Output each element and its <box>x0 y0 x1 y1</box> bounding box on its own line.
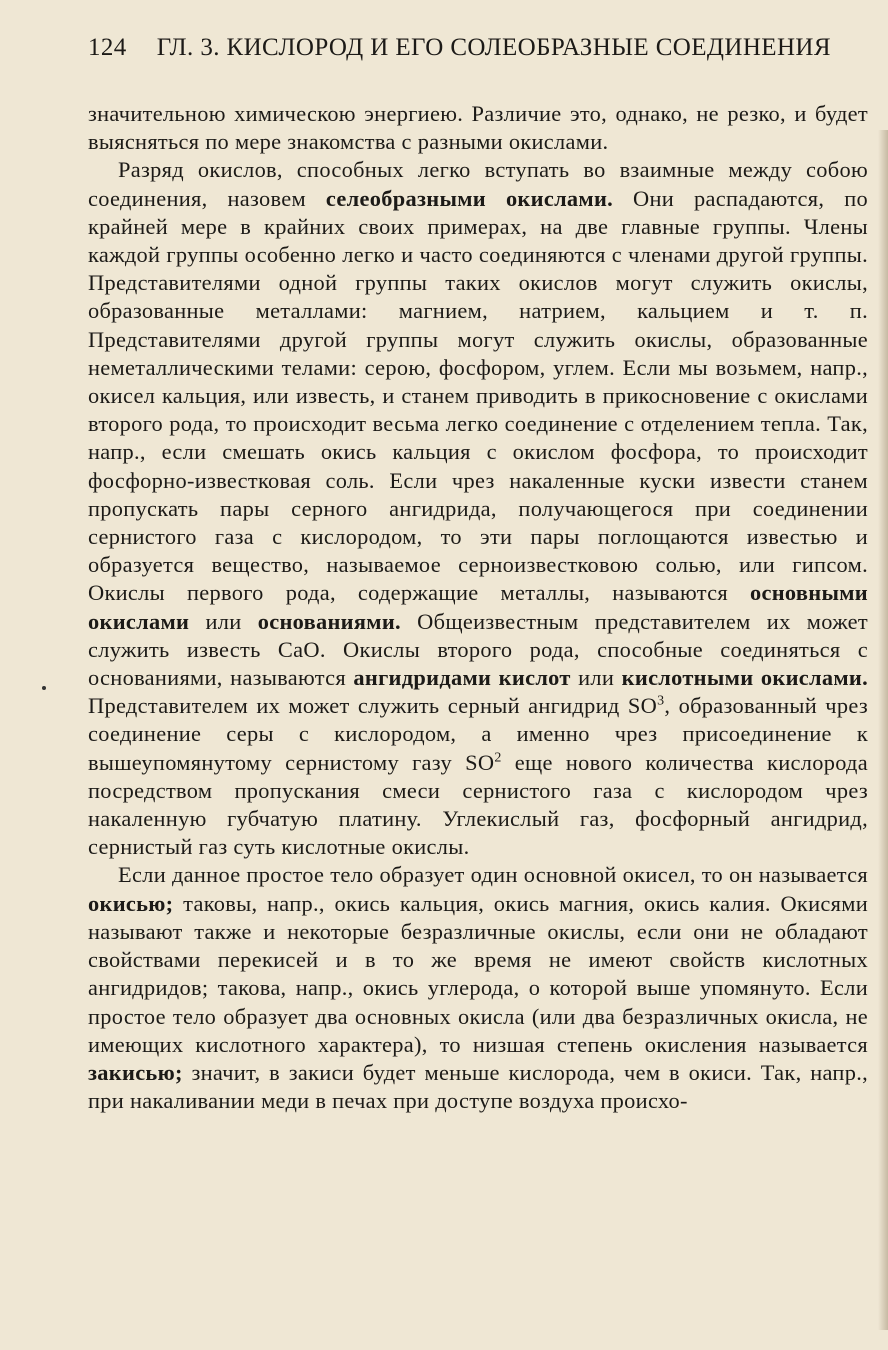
paragraph-2 <box>88 156 868 861</box>
text-run: Если данное простое тело образует один основной окисел, то он называется <box>118 862 868 888</box>
text-run: или <box>570 665 622 691</box>
text-run: или <box>189 608 258 634</box>
text-run: , образованный чрез соединение серы с кислородом, а именно чрез присоединение к вышеупомянутому сернистому газу SO <box>88 693 868 775</box>
paragraph-3 <box>88 861 868 1115</box>
body-text <box>88 100 868 1115</box>
book-page <box>88 34 868 1115</box>
term-saleforming-oxides: селеобразными окислами. <box>325 185 614 211</box>
text-run: еще нового количества кислорода посредством пропускания смеси сернистого газа с кислородом чрез накаленную губчатую платину. Углекислый газ, фосфорный ангидрид, сернистый газ суть кислотные окислы. <box>88 749 868 860</box>
text-run: значительною химическою энергиею. Различие это, однако, не резко, и будет выясняться по мере знакомства с разными окислами. <box>88 101 868 155</box>
paragraph-1 <box>88 100 868 156</box>
superscript: 2 <box>494 750 502 766</box>
text-run: Разряд окислов, способных легко вступать во взаимные между собою соединения, назовем <box>88 157 868 211</box>
text-run: Общеизвестным представителем их может служить известь CaO. Окислы второго рода, способные соединяться с основаниями, называются <box>88 608 868 691</box>
text-run: Они распадаются, по крайней мере в крайних своих примерах, на две главные группы. Члены каждой группы особенно легко и часто соединяются с членами другой группы. Представителями одной группы таких окислов могут служить окислы, образованные металлами: магнием, натрием, кальцием и т. п. Представителями другой группы могут служить окислы, образованные неметаллическими телами: серою, фосфором, углем. Если мы возьмем, напр., окисел кальция, или известь, и станем приводить в прикосновение с окислами второго рода, то происходит весьма легко соединение с отделением тепла. Так, напр., если смешать окись кальция с окислом фосфора, то происходит фосфорно-известковая соль. Если чрез накаленные куски извести станем пропускать пары серного ангидрида, получающегося при соединении сернистого газа с кислородом, то эти пары поглощаются известью и образуется вещество, называемое серноизвестковою солью, или гипсом. Окислы первого рода, содержащие металлы, называются <box>88 185 868 606</box>
page-edge-shadow <box>878 130 888 1330</box>
running-head <box>88 34 868 78</box>
text-run: Представителем их может служить серный ангидрид SO <box>88 693 658 719</box>
chapter-title: ГЛ. 3. КИСЛОРОД И ЕГО СОЛЕОБРАЗНЫЕ СОЕДИНЕНИЯ <box>156 34 831 61</box>
text-run: значит, в закиси будет меньше кислорода, чем в окиси. Так, напр., при накаливании меди в печах при доступе воздуха происхо- <box>88 1059 868 1114</box>
term-acidic-oxides: кислотными окислами. <box>621 665 869 691</box>
superscript: 3 <box>657 693 665 709</box>
term-basic-oxides: основными окислами <box>88 580 868 634</box>
text-run: таковы, напр., окись кальция, окись магния, окись калия. Окисями называют также и некоторые безразличные окислы, если они не обладают свойствами перекисей и в то же время не имеют свойств кислотных ангидридов; такова, напр., окись углерода, о которой выше упомянуто. Если простое тело образует два основных окисла (или два безразличных окисла, не имеющих кислотного характера), то низшая степень окисления называется <box>88 890 868 1057</box>
term-oxide: окисью; <box>88 890 174 916</box>
term-bases: основаниями. <box>257 608 401 634</box>
page-number: 124 <box>88 34 127 61</box>
term-acid-anhydrides: ангидридами кислот <box>353 665 571 691</box>
margin-speck <box>42 686 46 690</box>
term-suboxide: закисью; <box>88 1059 183 1085</box>
